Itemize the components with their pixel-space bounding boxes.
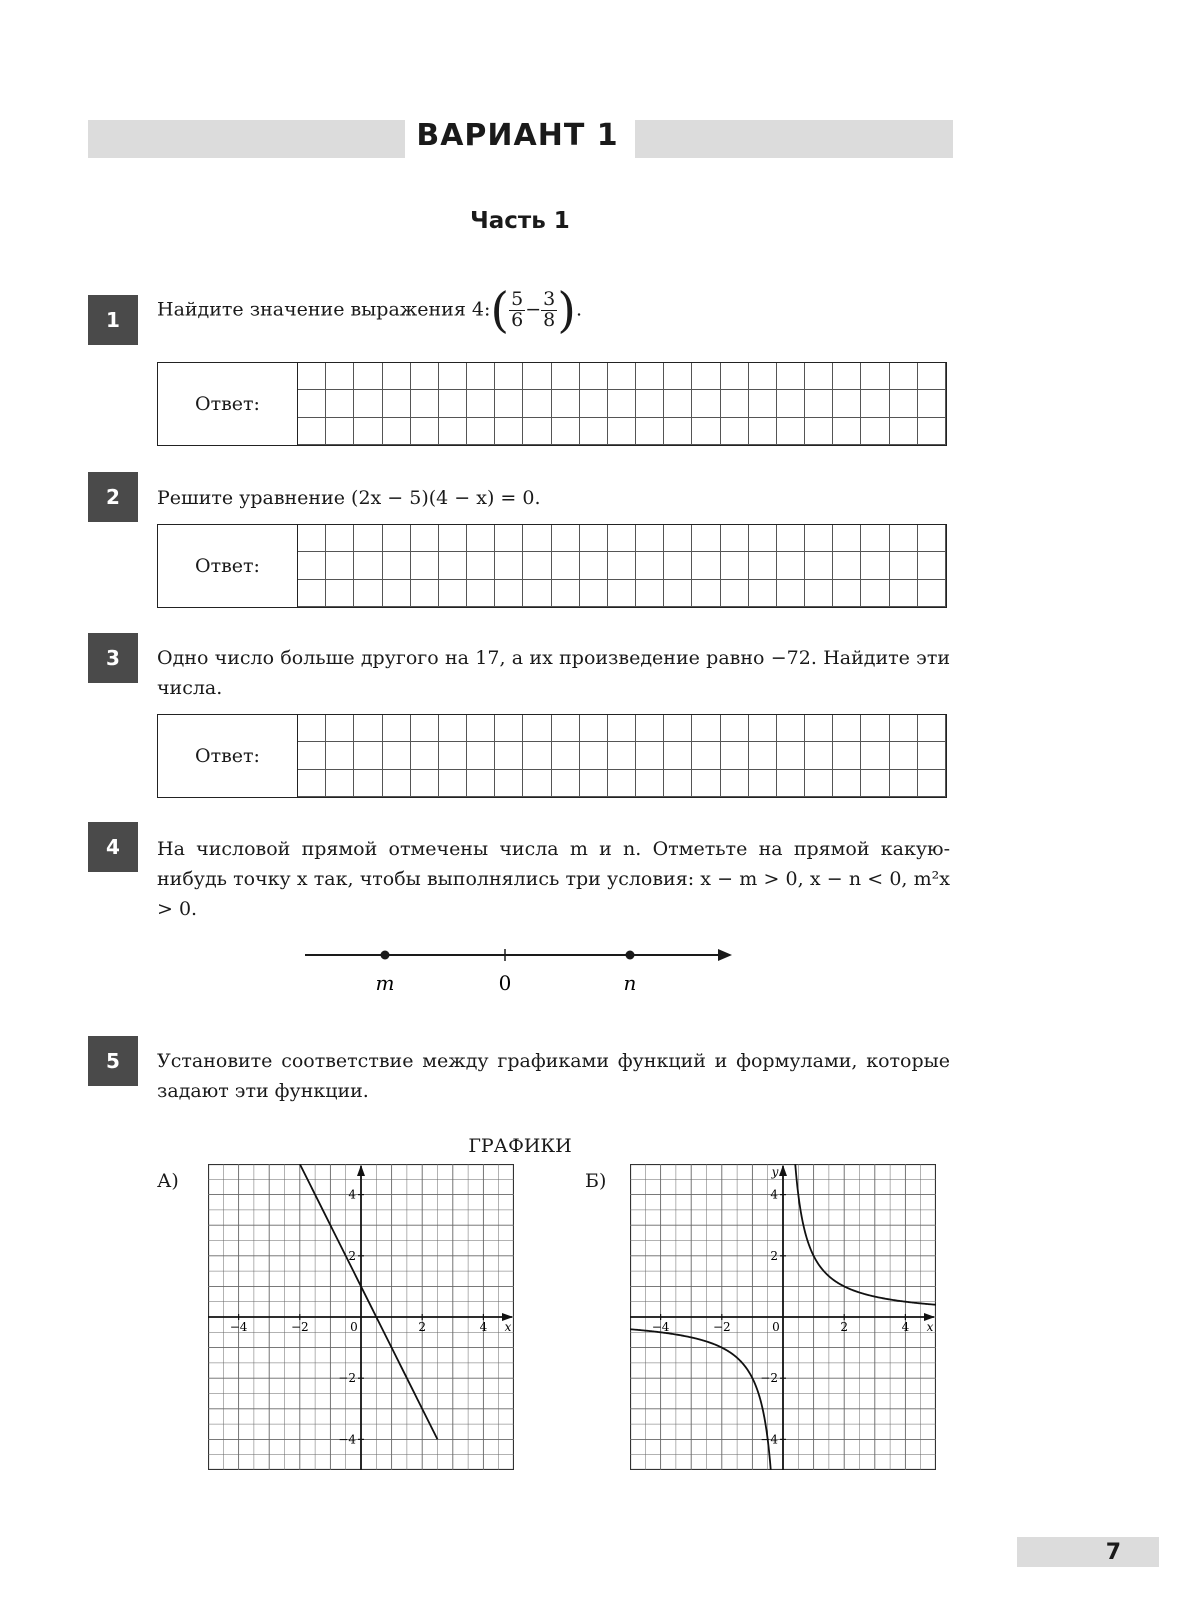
answer-cell[interactable] [495, 390, 523, 417]
answer-cell[interactable] [777, 580, 805, 607]
answer-cell[interactable] [890, 742, 918, 769]
answer-cell[interactable] [411, 742, 439, 769]
graph-a-linear [208, 1164, 514, 1470]
answer-cell[interactable] [918, 552, 946, 579]
answer-cell[interactable] [692, 580, 720, 607]
x-tick-label: −4 [651, 1320, 670, 1334]
graph-b-hyperbola [630, 1164, 936, 1470]
answer-cell[interactable] [692, 525, 720, 552]
graphs-title: ГРАФИКИ [468, 1135, 572, 1157]
x-tick-label: 0 [772, 1320, 780, 1334]
answer-cell[interactable] [523, 580, 551, 607]
answer-cell[interactable] [805, 390, 833, 417]
answer-cell[interactable] [580, 770, 608, 797]
answer-label: Ответ: [158, 715, 298, 797]
answer-cell[interactable] [805, 742, 833, 769]
answer-cell[interactable] [383, 580, 411, 607]
answer-cell[interactable] [411, 418, 439, 445]
answer-cell[interactable] [777, 715, 805, 742]
x-tick-label: 2 [840, 1320, 849, 1334]
answer-cell[interactable] [918, 418, 946, 445]
answer-cell[interactable] [383, 390, 411, 417]
fraction-3-8: $\frac{3}{8}$ [543, 288, 556, 331]
answer-cell[interactable] [326, 363, 354, 390]
x-tick-label: −4 [229, 1320, 248, 1334]
answer-cell[interactable] [833, 390, 861, 417]
point-m [381, 951, 390, 960]
number-line [300, 935, 740, 995]
answer-cell[interactable] [890, 418, 918, 445]
answer-cell[interactable] [918, 770, 946, 797]
answer-cell[interactable] [495, 418, 523, 445]
answer-cell[interactable] [890, 390, 918, 417]
answer-cell[interactable] [749, 418, 777, 445]
answer-cell[interactable] [692, 418, 720, 445]
answer-cell[interactable] [749, 390, 777, 417]
answer-cell[interactable] [692, 552, 720, 579]
answer-cell[interactable] [918, 390, 946, 417]
answer-cell[interactable] [439, 742, 467, 769]
answer-cell[interactable] [636, 525, 664, 552]
answer-cell[interactable] [608, 552, 636, 579]
answer-cell[interactable] [411, 390, 439, 417]
answer-cell[interactable] [552, 418, 580, 445]
task-number-2: 2 [88, 472, 138, 522]
answer-cell[interactable] [552, 390, 580, 417]
answer-cell[interactable] [298, 715, 326, 742]
answer-cell[interactable] [692, 715, 720, 742]
answer-cell[interactable] [326, 580, 354, 607]
answer-cell[interactable] [721, 418, 749, 445]
answer-cell[interactable] [608, 363, 636, 390]
answer-cell[interactable] [890, 770, 918, 797]
task-1-expression: 4:( $\frac{5}{6}$ − $\frac{3}{8}$ ). [471, 282, 583, 339]
answer-cell[interactable] [805, 552, 833, 579]
answer-cell[interactable] [580, 363, 608, 390]
y-tick-label: −4 [338, 1432, 356, 1447]
answer-cell[interactable] [890, 363, 918, 390]
answer-cell[interactable] [777, 742, 805, 769]
task-text-4: На числовой прямой отмечены числа m и n. Отметьте на прямой какую-нибудь точку x так, чтобы выполнялись три условия: x − m > 0, x − n < 0, m²x > 0. [157, 838, 950, 920]
answer-cell[interactable] [918, 580, 946, 607]
answer-cell[interactable] [354, 418, 382, 445]
answer-cell[interactable] [467, 390, 495, 417]
answer-cell[interactable] [608, 525, 636, 552]
answer-cell[interactable] [636, 770, 664, 797]
answer-cell[interactable] [467, 770, 495, 797]
answer-cell[interactable] [383, 742, 411, 769]
answer-cell[interactable] [861, 580, 889, 607]
answer-cell[interactable] [354, 525, 382, 552]
x-tick-label: 0 [350, 1320, 358, 1334]
answer-cell[interactable] [749, 363, 777, 390]
answer-cell[interactable] [298, 770, 326, 797]
answer-cell[interactable] [777, 390, 805, 417]
answer-cell[interactable] [523, 770, 551, 797]
answer-cell[interactable] [298, 580, 326, 607]
answer-cell[interactable] [495, 715, 523, 742]
answer-cell[interactable] [580, 390, 608, 417]
variant-title: ВАРИАНТ 1 [416, 118, 619, 153]
answer-cell[interactable] [326, 418, 354, 445]
answer-cell[interactable] [890, 525, 918, 552]
answer-cell[interactable] [805, 363, 833, 390]
answer-cell[interactable] [833, 363, 861, 390]
answer-cell[interactable] [383, 715, 411, 742]
answer-grid[interactable] [298, 525, 946, 607]
answer-cell[interactable] [467, 742, 495, 769]
answer-cell[interactable] [636, 418, 664, 445]
y-tick-label: 4 [770, 1187, 778, 1202]
answer-cell[interactable] [664, 552, 692, 579]
answer-box-2[interactable] [157, 524, 947, 608]
answer-cell[interactable] [467, 418, 495, 445]
answer-cell[interactable] [805, 770, 833, 797]
answer-cell[interactable] [664, 525, 692, 552]
answer-cell[interactable] [439, 390, 467, 417]
answer-cell[interactable] [439, 715, 467, 742]
answer-cell[interactable] [664, 580, 692, 607]
x-axis-label: x [926, 1320, 934, 1334]
answer-cell[interactable] [833, 742, 861, 769]
answer-cell[interactable] [608, 580, 636, 607]
task-number-1: 1 [88, 295, 138, 345]
answer-cell[interactable] [580, 742, 608, 769]
y-tick-label: 2 [770, 1248, 778, 1263]
answer-cell[interactable] [580, 525, 608, 552]
label-n: n [623, 971, 637, 995]
answer-cell[interactable] [523, 363, 551, 390]
answer-cell[interactable] [580, 418, 608, 445]
answer-cell[interactable] [439, 418, 467, 445]
answer-cell[interactable] [664, 742, 692, 769]
answer-cell[interactable] [861, 525, 889, 552]
y-tick-label: −4 [760, 1432, 778, 1447]
answer-cell[interactable] [777, 770, 805, 797]
answer-cell[interactable] [721, 552, 749, 579]
answer-cell[interactable] [636, 363, 664, 390]
answer-cell[interactable] [383, 525, 411, 552]
answer-cell[interactable] [298, 363, 326, 390]
answer-cell[interactable] [439, 525, 467, 552]
answer-grid[interactable] [298, 715, 946, 797]
answer-cell[interactable] [326, 770, 354, 797]
answer-cell[interactable] [692, 390, 720, 417]
answer-cell[interactable] [721, 715, 749, 742]
answer-cell[interactable] [523, 418, 551, 445]
answer-cell[interactable] [749, 770, 777, 797]
answer-cell[interactable] [354, 715, 382, 742]
answer-cell[interactable] [861, 363, 889, 390]
answer-cell[interactable] [326, 715, 354, 742]
answer-cell[interactable] [552, 552, 580, 579]
answer-cell[interactable] [805, 715, 833, 742]
answer-cell[interactable] [298, 525, 326, 552]
header-bar-right [635, 120, 953, 158]
answer-cell[interactable] [298, 552, 326, 579]
answer-cell[interactable] [608, 715, 636, 742]
task-number-3: 3 [88, 633, 138, 683]
answer-cell[interactable] [833, 770, 861, 797]
y-tick-label: 4 [348, 1187, 356, 1202]
answer-box-3[interactable] [157, 714, 947, 798]
answer-cell[interactable] [523, 525, 551, 552]
answer-cell[interactable] [721, 770, 749, 797]
answer-cell[interactable] [805, 418, 833, 445]
answer-cell[interactable] [354, 390, 382, 417]
answer-cell[interactable] [523, 552, 551, 579]
answer-cell[interactable] [749, 742, 777, 769]
answer-cell[interactable] [664, 390, 692, 417]
answer-label: Ответ: [158, 363, 298, 445]
header-bar-left [88, 120, 405, 158]
task-text-2: Решите уравнение (2x − 5)(4 − x) = 0. [157, 487, 541, 509]
answer-cell[interactable] [692, 363, 720, 390]
answer-cell[interactable] [636, 390, 664, 417]
graph-letter-a: А) [157, 1170, 179, 1192]
answer-cell[interactable] [608, 418, 636, 445]
answer-cell[interactable] [918, 742, 946, 769]
answer-cell[interactable] [721, 742, 749, 769]
answer-cell[interactable] [326, 742, 354, 769]
answer-cell[interactable] [805, 525, 833, 552]
task-number-5: 5 [88, 1036, 138, 1086]
answer-cell[interactable] [523, 715, 551, 742]
answer-cell[interactable] [749, 715, 777, 742]
answer-cell[interactable] [777, 552, 805, 579]
answer-cell[interactable] [861, 742, 889, 769]
answer-cell[interactable] [861, 552, 889, 579]
answer-cell[interactable] [326, 525, 354, 552]
x-tick-label: −2 [290, 1320, 309, 1334]
answer-cell[interactable] [833, 552, 861, 579]
answer-cell[interactable] [467, 525, 495, 552]
x-tick-label: −2 [712, 1320, 731, 1334]
answer-grid[interactable] [298, 363, 946, 445]
task-text-5: Установите соответствие между графиками функций и формулами, которые задают эти функции. [157, 1050, 950, 1102]
answer-cell[interactable] [890, 580, 918, 607]
answer-cell[interactable] [664, 715, 692, 742]
graph-letter-b: Б) [585, 1170, 607, 1192]
answer-box-1[interactable] [157, 362, 947, 446]
answer-cell[interactable] [411, 363, 439, 390]
answer-cell[interactable] [467, 363, 495, 390]
answer-cell[interactable] [326, 390, 354, 417]
answer-cell[interactable] [890, 715, 918, 742]
answer-cell[interactable] [721, 525, 749, 552]
answer-cell[interactable] [298, 390, 326, 417]
label-m: m [375, 971, 395, 995]
y-axis-label: y [771, 1165, 779, 1179]
answer-cell[interactable] [861, 390, 889, 417]
answer-cell[interactable] [664, 363, 692, 390]
answer-cell[interactable] [495, 580, 523, 607]
answer-cell[interactable] [383, 770, 411, 797]
answer-cell[interactable] [467, 552, 495, 579]
x-tick-label: 2 [418, 1320, 427, 1334]
label-zero: 0 [498, 971, 512, 995]
point-n [626, 951, 635, 960]
answer-cell[interactable] [383, 418, 411, 445]
answer-cell[interactable] [749, 552, 777, 579]
answer-cell[interactable] [749, 580, 777, 607]
x-axis-label: x [504, 1320, 512, 1334]
y-tick-label: −2 [760, 1371, 778, 1386]
answer-cell[interactable] [664, 418, 692, 445]
answer-cell[interactable] [439, 552, 467, 579]
x-tick-label: 4 [901, 1320, 910, 1334]
answer-cell[interactable] [523, 742, 551, 769]
answer-cell[interactable] [918, 715, 946, 742]
answer-cell[interactable] [439, 580, 467, 607]
answer-cell[interactable] [467, 580, 495, 607]
answer-cell[interactable] [326, 552, 354, 579]
answer-cell[interactable] [833, 715, 861, 742]
answer-cell[interactable] [861, 418, 889, 445]
answer-cell[interactable] [354, 552, 382, 579]
answer-cell[interactable] [861, 715, 889, 742]
y-tick-label: −2 [338, 1371, 356, 1386]
answer-cell[interactable] [495, 525, 523, 552]
answer-cell[interactable] [411, 525, 439, 552]
answer-cell[interactable] [383, 552, 411, 579]
answer-cell[interactable] [439, 363, 467, 390]
answer-cell[interactable] [354, 742, 382, 769]
answer-cell[interactable] [411, 580, 439, 607]
answer-cell[interactable] [552, 580, 580, 607]
answer-cell[interactable] [383, 363, 411, 390]
task-text-3: Одно число больше другого на 17, а их произведение равно −72. Найдите эти числа. [157, 647, 950, 699]
answer-cell[interactable] [918, 363, 946, 390]
answer-cell[interactable] [411, 552, 439, 579]
answer-cell[interactable] [692, 742, 720, 769]
answer-cell[interactable] [636, 552, 664, 579]
answer-cell[interactable] [608, 770, 636, 797]
answer-cell[interactable] [580, 580, 608, 607]
answer-cell[interactable] [580, 715, 608, 742]
answer-cell[interactable] [354, 770, 382, 797]
answer-cell[interactable] [467, 715, 495, 742]
answer-cell[interactable] [411, 770, 439, 797]
answer-cell[interactable] [777, 363, 805, 390]
answer-cell[interactable] [552, 770, 580, 797]
answer-cell[interactable] [918, 525, 946, 552]
answer-cell[interactable] [636, 715, 664, 742]
answer-cell[interactable] [552, 363, 580, 390]
fraction-5-6: $\frac{5}{6}$ [511, 288, 524, 331]
answer-cell[interactable] [495, 770, 523, 797]
x-tick-label: 4 [479, 1320, 488, 1334]
answer-cell[interactable] [552, 742, 580, 769]
answer-cell[interactable] [580, 552, 608, 579]
answer-cell[interactable] [523, 390, 551, 417]
answer-cell[interactable] [721, 363, 749, 390]
answer-cell[interactable] [354, 580, 382, 607]
answer-cell[interactable] [636, 580, 664, 607]
answer-cell[interactable] [777, 525, 805, 552]
answer-cell[interactable] [411, 715, 439, 742]
task-1-intro: Найдите значение выражения [157, 298, 466, 321]
answer-cell[interactable] [495, 363, 523, 390]
answer-cell[interactable] [495, 742, 523, 769]
answer-cell[interactable] [608, 390, 636, 417]
answer-cell[interactable] [721, 580, 749, 607]
answer-cell[interactable] [861, 770, 889, 797]
answer-cell[interactable] [777, 418, 805, 445]
answer-cell[interactable] [608, 742, 636, 769]
answer-cell[interactable] [552, 525, 580, 552]
answer-label: Ответ: [158, 525, 298, 607]
task-number-4: 4 [88, 822, 138, 872]
part-title: Часть 1 [470, 208, 570, 234]
answer-cell[interactable] [636, 742, 664, 769]
answer-cell[interactable] [749, 525, 777, 552]
answer-cell[interactable] [833, 580, 861, 607]
answer-cell[interactable] [805, 580, 833, 607]
answer-cell[interactable] [298, 742, 326, 769]
y-tick-label: 2 [348, 1248, 356, 1263]
answer-cell[interactable] [833, 525, 861, 552]
page-number: 7 [1017, 1537, 1159, 1567]
answer-cell[interactable] [890, 552, 918, 579]
answer-cell[interactable] [439, 770, 467, 797]
answer-cell[interactable] [664, 770, 692, 797]
answer-cell[interactable] [833, 418, 861, 445]
answer-cell[interactable] [298, 418, 326, 445]
task-text-1 [157, 282, 950, 339]
answer-cell[interactable] [495, 552, 523, 579]
answer-cell[interactable] [354, 363, 382, 390]
answer-cell[interactable] [552, 715, 580, 742]
answer-cell[interactable] [721, 390, 749, 417]
answer-cell[interactable] [692, 770, 720, 797]
